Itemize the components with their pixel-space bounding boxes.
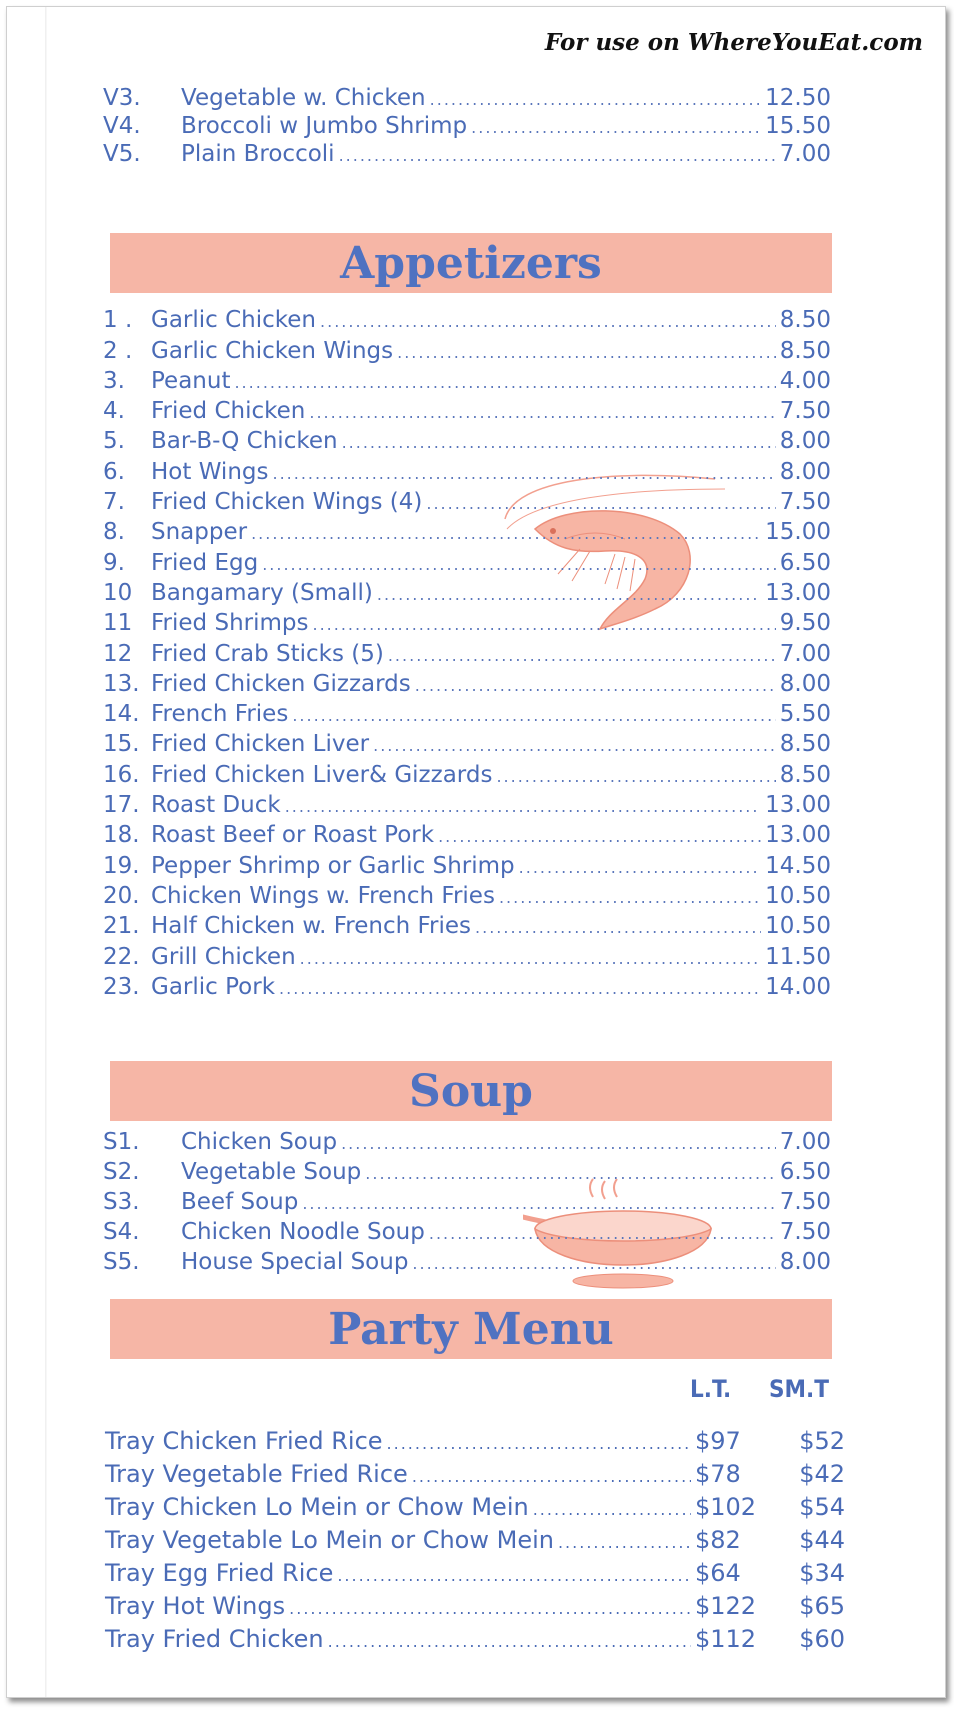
item-name: Half Chicken w. French Fries — [151, 913, 472, 940]
item-price: 8.50 — [779, 731, 831, 758]
item-code: 13. — [103, 670, 140, 697]
leader-dots — [415, 675, 776, 697]
menu-item-row — [103, 697, 831, 727]
item-price: 8.50 — [779, 337, 831, 364]
item-name: French Fries — [151, 701, 289, 728]
item-price: 10.50 — [765, 913, 831, 940]
party-item-name: Tray Vegetable Lo Mein or Chow Mein — [105, 1526, 554, 1554]
item-name: Garlic Chicken — [151, 307, 317, 334]
menu-item-row — [103, 788, 831, 818]
party-price-smt: $42 — [799, 1460, 845, 1488]
leader-dots — [388, 645, 776, 667]
leader-dots — [309, 402, 775, 424]
party-section — [105, 1422, 845, 1653]
watermark: For use on WhereYouEat.com — [544, 29, 923, 56]
item-price: 7.00 — [779, 640, 831, 667]
party-price-lt: $78 — [695, 1460, 741, 1488]
leader-dots — [430, 89, 762, 111]
leader-dots — [328, 1631, 691, 1653]
leader-dots — [279, 978, 761, 1000]
item-name: Pepper Shrimp or Garlic Shrimp — [151, 852, 515, 879]
party-price-lt: $122 — [695, 1592, 757, 1620]
item-price: 10.50 — [765, 882, 831, 909]
leader-dots — [262, 554, 776, 576]
leader-dots — [272, 463, 775, 485]
party-price-smt: $54 — [799, 1493, 845, 1521]
menu-item-row — [103, 333, 831, 363]
item-code: S4. — [103, 1219, 140, 1245]
party-item-name: Tray Fried Chicken — [105, 1625, 324, 1653]
menu-item-row — [103, 485, 831, 515]
party-price-lt: $82 — [695, 1526, 741, 1554]
item-code: 8. — [103, 519, 125, 546]
leader-dots — [300, 948, 761, 970]
leader-dots — [285, 796, 761, 818]
menu-item-row — [103, 111, 831, 139]
leader-dots — [438, 826, 761, 848]
leader-dots — [234, 372, 775, 394]
item-code: V5. — [103, 141, 141, 167]
item-price: 8.50 — [779, 761, 831, 788]
item-code: 6. — [103, 458, 125, 485]
leader-dots — [429, 1223, 776, 1245]
item-name: Chicken Wings w. French Fries — [151, 882, 495, 909]
item-name: Fried Chicken Wings (4) — [151, 489, 423, 516]
item-price: 13.00 — [765, 792, 831, 819]
party-price-smt: $60 — [799, 1625, 845, 1653]
party-item-row — [105, 1554, 845, 1587]
item-name: Grill Chicken — [151, 943, 296, 970]
leader-dots — [558, 1532, 691, 1554]
appetizers-title: Appetizers — [340, 237, 602, 289]
leader-dots — [496, 766, 775, 788]
item-name: Fried Shrimps — [151, 610, 309, 637]
menu-item-row — [103, 757, 831, 787]
item-name: Peanut — [151, 367, 231, 394]
leader-dots — [289, 1598, 691, 1620]
party-price-lt: $102 — [695, 1493, 757, 1521]
menu-item-row — [103, 848, 831, 878]
party-item-row — [105, 1587, 845, 1620]
menu-item-row — [103, 1185, 831, 1215]
item-name: Hot Wings — [151, 458, 269, 485]
menu-item-row — [103, 636, 831, 666]
item-code: 19. — [103, 852, 140, 879]
item-price: 9.50 — [779, 610, 831, 637]
item-price: 6.50 — [779, 549, 831, 576]
item-code: S3. — [103, 1189, 140, 1215]
item-price: 13.00 — [765, 579, 831, 606]
item-name: Chicken Soup — [181, 1129, 338, 1155]
party-price-smt: $52 — [799, 1427, 845, 1455]
party-item-row — [105, 1455, 845, 1488]
item-price: 7.50 — [779, 489, 831, 516]
menu-page — [6, 6, 946, 1698]
menu-item-row — [103, 545, 831, 575]
item-code: 18. — [103, 822, 140, 849]
party-item-row — [105, 1521, 845, 1554]
party-item-row — [105, 1422, 845, 1455]
menu-item-row — [103, 667, 831, 697]
leader-dots — [499, 887, 761, 909]
menu-item-row — [103, 879, 831, 909]
leader-dots — [533, 1499, 691, 1521]
item-code: 5. — [103, 428, 125, 455]
item-name: Fried Crab Sticks (5) — [151, 640, 384, 667]
item-price: 8.00 — [779, 458, 831, 485]
menu-item-row — [103, 939, 831, 969]
item-price: 12.50 — [765, 85, 831, 111]
item-price: 8.00 — [779, 670, 831, 697]
vegetable-section — [103, 83, 831, 167]
item-price: 5.50 — [779, 701, 831, 728]
item-code: 2 . — [103, 337, 133, 364]
item-code: 23. — [103, 973, 140, 1000]
party-price-lt: $64 — [695, 1559, 741, 1587]
party-item-name: Tray Chicken Fried Rice — [105, 1427, 383, 1455]
leader-dots — [342, 432, 776, 454]
soup-title: Soup — [409, 1065, 533, 1117]
item-name: Fried Chicken Gizzards — [151, 670, 411, 697]
col-header-smt: SM.T — [769, 1375, 829, 1403]
item-price: 14.50 — [765, 852, 831, 879]
leader-dots — [337, 1565, 691, 1587]
item-name: Vegetable w. Chicken — [181, 85, 426, 111]
item-name: Fried Chicken — [151, 398, 306, 425]
soup-banner — [110, 1061, 832, 1121]
item-name: Fried Egg — [151, 549, 259, 576]
leader-dots — [475, 917, 761, 939]
item-name: Vegetable Soup — [181, 1159, 362, 1185]
menu-item-row — [103, 970, 831, 1000]
leader-dots — [339, 145, 776, 167]
party-price-lt: $97 — [695, 1427, 741, 1455]
soup-section — [103, 1125, 831, 1275]
item-name: Roast Duck — [151, 792, 281, 819]
item-code: S1. — [103, 1129, 140, 1155]
item-name: Beef Soup — [181, 1189, 299, 1215]
item-code: V3. — [103, 85, 141, 111]
item-code: 4. — [103, 398, 125, 425]
item-name: Garlic Pork — [151, 973, 276, 1000]
menu-item-row — [103, 727, 831, 757]
party-item-row — [105, 1488, 845, 1521]
item-code: 11 — [103, 610, 133, 637]
leader-dots — [292, 705, 775, 727]
appetizers-section — [103, 303, 831, 1000]
item-code: 3. — [103, 367, 125, 394]
menu-item-row — [103, 394, 831, 424]
leader-dots — [341, 1133, 776, 1155]
item-name: Garlic Chicken Wings — [151, 337, 394, 364]
menu-item-row — [103, 515, 831, 545]
party-price-smt: $44 — [799, 1526, 845, 1554]
item-code: 15. — [103, 731, 140, 758]
item-name: Roast Beef or Roast Pork — [151, 822, 435, 849]
item-price: 6.50 — [779, 1159, 831, 1185]
col-header-lt: L.T. — [690, 1375, 732, 1403]
party-price-smt: $34 — [799, 1559, 845, 1587]
item-price: 8.00 — [779, 1249, 831, 1275]
item-price: 7.00 — [779, 141, 831, 167]
item-price: 15.00 — [765, 519, 831, 546]
item-name: Bar-B-Q Chicken — [151, 428, 338, 455]
party-item-row — [105, 1620, 845, 1653]
item-price: 7.50 — [779, 398, 831, 425]
item-price: 11.50 — [765, 943, 831, 970]
item-name: Fried Chicken Liver — [151, 731, 370, 758]
item-name: House Special Soup — [181, 1249, 409, 1275]
item-code: S2. — [103, 1159, 140, 1185]
leader-dots — [302, 1193, 775, 1215]
item-code: 9. — [103, 549, 125, 576]
item-code: S5. — [103, 1249, 140, 1275]
menu-item-row — [103, 576, 831, 606]
item-code: 7. — [103, 489, 125, 516]
item-price: 15.50 — [765, 113, 831, 139]
appetizers-banner — [110, 233, 832, 293]
page-fold — [45, 7, 47, 1697]
leader-dots — [426, 493, 775, 515]
item-name: Snapper — [151, 519, 248, 546]
item-code: V4. — [103, 113, 141, 139]
menu-item-row — [103, 909, 831, 939]
item-price: 8.50 — [779, 307, 831, 334]
item-code: 1 . — [103, 307, 133, 334]
party-item-name: Tray Hot Wings — [105, 1592, 286, 1620]
item-price: 4.00 — [779, 367, 831, 394]
menu-item-row — [103, 1245, 831, 1275]
menu-item-row — [103, 454, 831, 484]
party-banner — [110, 1299, 832, 1359]
item-code: 12 — [103, 640, 133, 667]
item-code: 17. — [103, 792, 140, 819]
leader-dots — [397, 342, 776, 364]
menu-item-row — [103, 606, 831, 636]
party-price-smt: $65 — [799, 1592, 845, 1620]
item-price: 7.50 — [779, 1189, 831, 1215]
item-price: 7.50 — [779, 1219, 831, 1245]
item-name: Broccoli w Jumbo Shrimp — [181, 113, 468, 139]
leader-dots — [377, 584, 761, 606]
leader-dots — [312, 614, 775, 636]
item-price: 7.00 — [779, 1129, 831, 1155]
menu-item-row — [103, 83, 831, 111]
menu-item-row — [103, 303, 831, 333]
party-item-name: Tray Chicken Lo Mein or Chow Mein — [105, 1493, 529, 1521]
item-code: 10 — [103, 579, 133, 606]
leader-dots — [412, 1253, 775, 1275]
leader-dots — [519, 857, 762, 879]
party-item-name: Tray Vegetable Fried Rice — [105, 1460, 408, 1488]
item-name: Plain Broccoli — [181, 141, 335, 167]
item-price: 14.00 — [765, 973, 831, 1000]
leader-dots — [251, 523, 761, 545]
leader-dots — [387, 1433, 691, 1455]
menu-item-row — [103, 364, 831, 394]
menu-item-row — [103, 1155, 831, 1185]
party-item-name: Tray Egg Fried Rice — [105, 1559, 334, 1587]
item-code: 21. — [103, 913, 140, 940]
party-price-lt: $112 — [695, 1625, 757, 1653]
item-code: 14. — [103, 701, 140, 728]
leader-dots — [471, 117, 761, 139]
item-price: 13.00 — [765, 822, 831, 849]
item-price: 8.00 — [779, 428, 831, 455]
menu-item-row — [103, 818, 831, 848]
leader-dots — [365, 1163, 776, 1185]
item-name: Fried Chicken Liver& Gizzards — [151, 761, 493, 788]
item-code: 16. — [103, 761, 140, 788]
menu-item-row — [103, 1215, 831, 1245]
item-code: 20. — [103, 882, 140, 909]
item-code: 22. — [103, 943, 140, 970]
leader-dots — [412, 1466, 691, 1488]
menu-item-row — [103, 1125, 831, 1155]
leader-dots — [373, 735, 776, 757]
menu-item-row — [103, 424, 831, 454]
item-name: Chicken Noodle Soup — [181, 1219, 425, 1245]
leader-dots — [320, 311, 776, 333]
party-title: Party Menu — [328, 1303, 614, 1355]
menu-item-row — [103, 139, 831, 167]
item-name: Bangamary (Small) — [151, 579, 373, 606]
